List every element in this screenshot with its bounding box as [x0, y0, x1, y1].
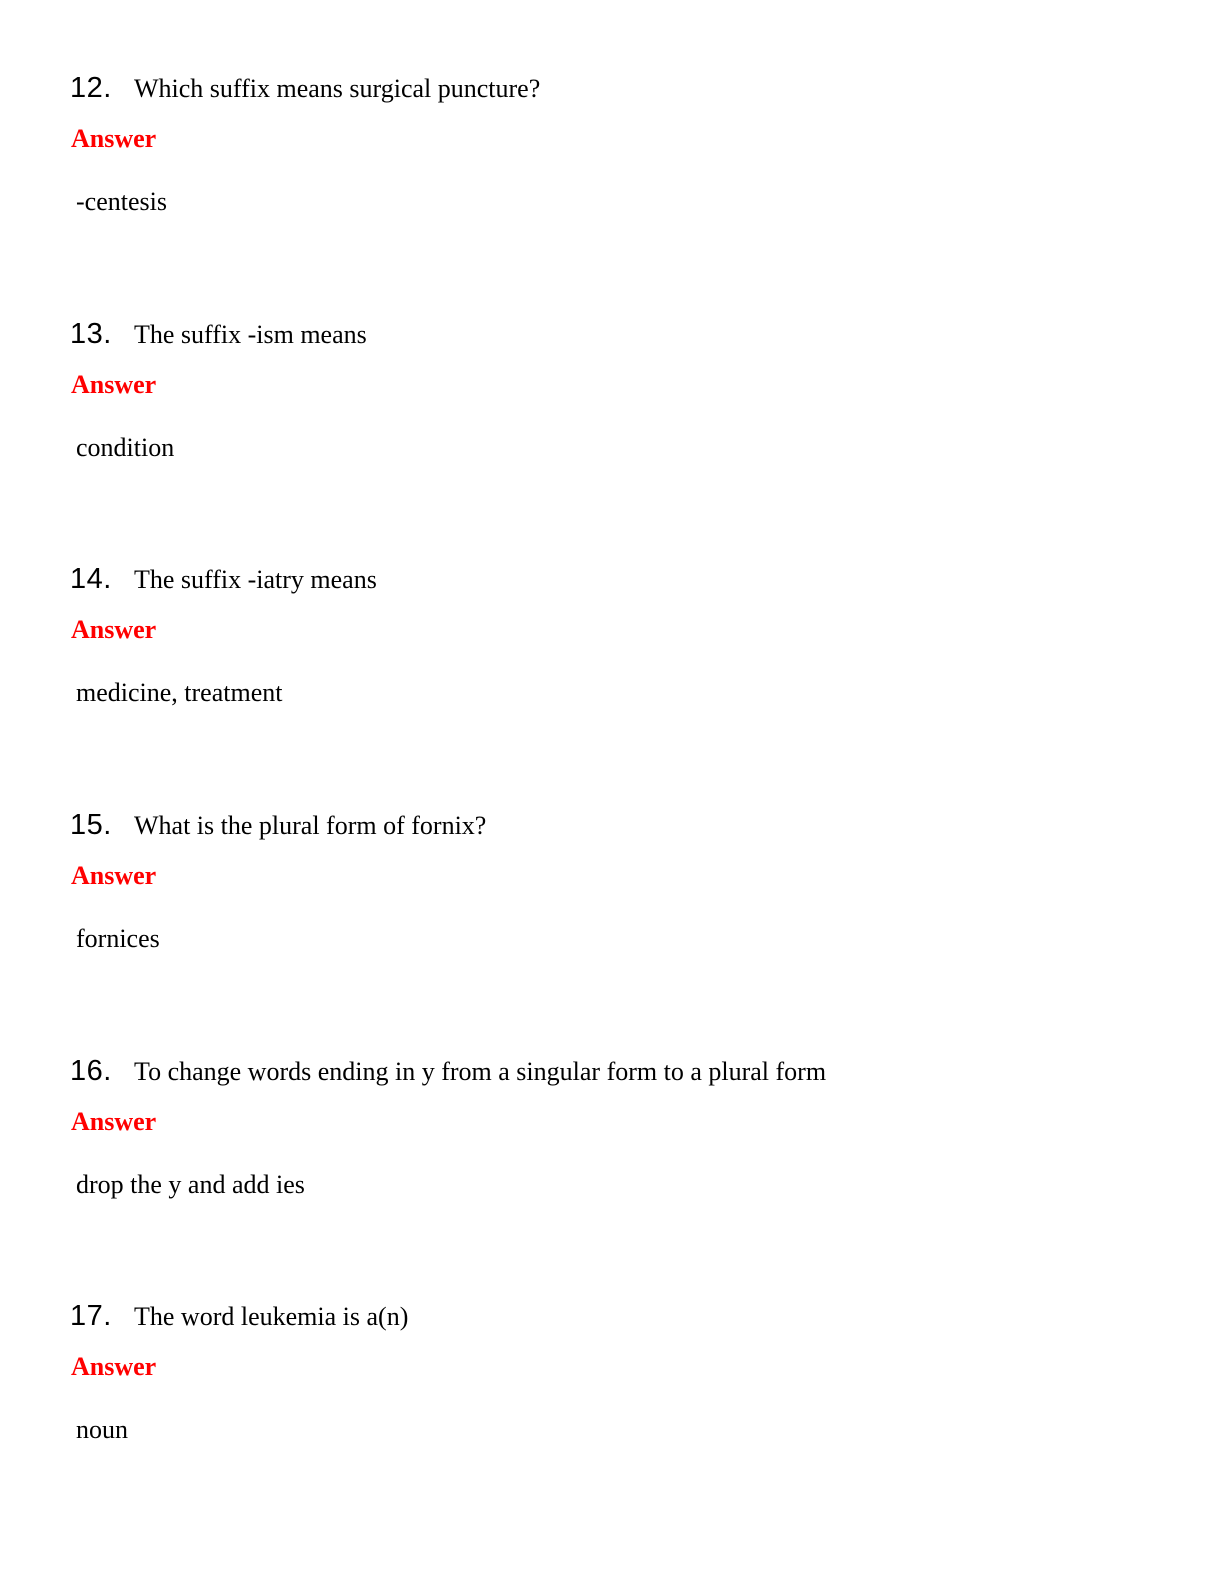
answer-label: Answer [71, 1352, 157, 1381]
question-block-15 [70, 809, 1170, 953]
question-text: What is the plural form of fornix? [134, 811, 487, 840]
question-block-12 [70, 72, 1170, 216]
question-text: Which suffix means surgical puncture? [134, 74, 541, 103]
answer-label: Answer [71, 370, 157, 399]
question-line [70, 1300, 1170, 1340]
answer-text: fornices [76, 924, 160, 953]
question-line [70, 1055, 1170, 1095]
question-number: 12. [70, 72, 112, 104]
question-text: The suffix -iatry means [134, 565, 377, 594]
question-block-17 [70, 1300, 1170, 1444]
question-line [70, 72, 1170, 112]
question-block-16 [70, 1055, 1170, 1199]
answer-label: Answer [71, 615, 157, 644]
question-number: 15. [70, 809, 112, 841]
question-line [70, 809, 1170, 849]
answer-text: condition [76, 433, 175, 462]
answer-text: drop the y and add ies [76, 1170, 305, 1199]
question-text: To change words ending in y from a singular form to a plural form [134, 1057, 827, 1086]
question-text: The word leukemia is a(n) [134, 1302, 409, 1331]
answer-text: -centesis [76, 187, 167, 216]
answer-text: noun [76, 1415, 128, 1444]
question-text: The suffix -ism means [134, 320, 367, 349]
question-number: 17. [70, 1300, 112, 1332]
answer-text: medicine, treatment [76, 678, 283, 707]
question-number: 13. [70, 318, 112, 350]
answer-label: Answer [71, 1107, 157, 1136]
question-line [70, 318, 1170, 358]
answer-label: Answer [71, 861, 157, 890]
question-block-14 [70, 563, 1170, 707]
question-number: 16. [70, 1055, 112, 1087]
answer-label: Answer [71, 124, 157, 153]
question-line [70, 563, 1170, 603]
question-block-13 [70, 318, 1170, 462]
question-number: 14. [70, 563, 112, 595]
